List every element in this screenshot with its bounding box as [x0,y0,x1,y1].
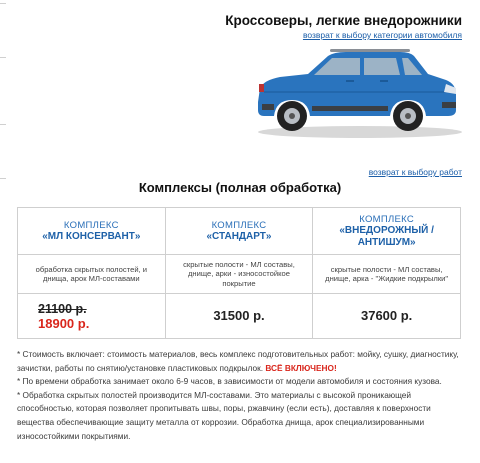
discount-price: 18900 р. [38,315,90,331]
package-price: 37600 р. [360,308,413,323]
edge-divider [0,57,6,58]
package-description-cell [18,255,166,294]
note-text: * Стоимость включает: стоимость материалов, весь комплекс подготовительных работ: мойку, сушку, диагностику, зачистки, работы по снятию/установке пластиковых подкрылок. [17,349,459,373]
table-row [18,294,461,339]
section-title: Комплексы (полная обработка) [138,180,342,195]
note-ml-composition: * Обработка скрытых полостей производится МЛ-составами. Это материалы с высокой проникающей способностью, которая позволяет пропитывать швы, поры, ржавчину (если есть), доставляя к поверхности вещества обеспечивающие защиту металла от коррозии. Обработка днища, арок специализированными износостойкими покрытиями. [17,389,431,441]
package-kind: КОМПЛЕКС [211,219,267,231]
package-description: скрытые полости - МЛ составы, днище, арки - износостойкое покрытие [183,259,295,288]
edge-divider [0,3,6,4]
edge-divider [0,178,6,179]
package-header [313,208,461,255]
package-header [165,208,313,255]
package-name: «МЛ КОНСЕРВАНТ» [42,230,141,242]
package-price-cell [165,294,313,339]
package-description: обработка скрытых полостей, и днища, арок МЛ-составами [35,264,148,283]
edge-divider [0,124,6,125]
package-description-cell [165,255,313,294]
package-price-cell [18,294,166,339]
old-price: 21100 р. [38,301,87,316]
packages-table [17,207,461,339]
back-to-works-link[interactable]: возврат к выбору работ [368,167,462,177]
blue-suv-car-icon [250,44,465,144]
note-duration: * По времени обработка занимает около 6-9 часов, в зависимости от модели автомобиля и состояния кузова. [17,376,442,387]
table-row [18,208,461,255]
table-row [18,255,461,294]
all-included-highlight: ВСЁ ВКЛЮЧЕНО! [265,362,337,373]
package-name: «СТАНДАРТ» [206,230,272,242]
package-price-cell [313,294,461,339]
package-name: «ВНЕДОРОЖНЫЙ / АНТИШУМ» [339,224,434,248]
back-to-category-link[interactable]: возврат к выбору категории автомобиля [302,30,462,40]
package-description-cell [313,255,461,294]
note-price-includes [17,348,465,375]
notes [17,348,465,443]
car-image [250,44,465,144]
package-kind: КОМПЛЕКС [63,219,119,231]
package-price: 31500 р. [213,308,265,323]
package-header [18,208,166,255]
page-title: Кроссоверы, легкие внедорожники [225,13,462,28]
package-description: скрытые полости - МЛ составы, днище, арка - "Жидкие подкрылки" [325,264,449,283]
package-kind: КОМПЛЕКС [359,213,415,225]
